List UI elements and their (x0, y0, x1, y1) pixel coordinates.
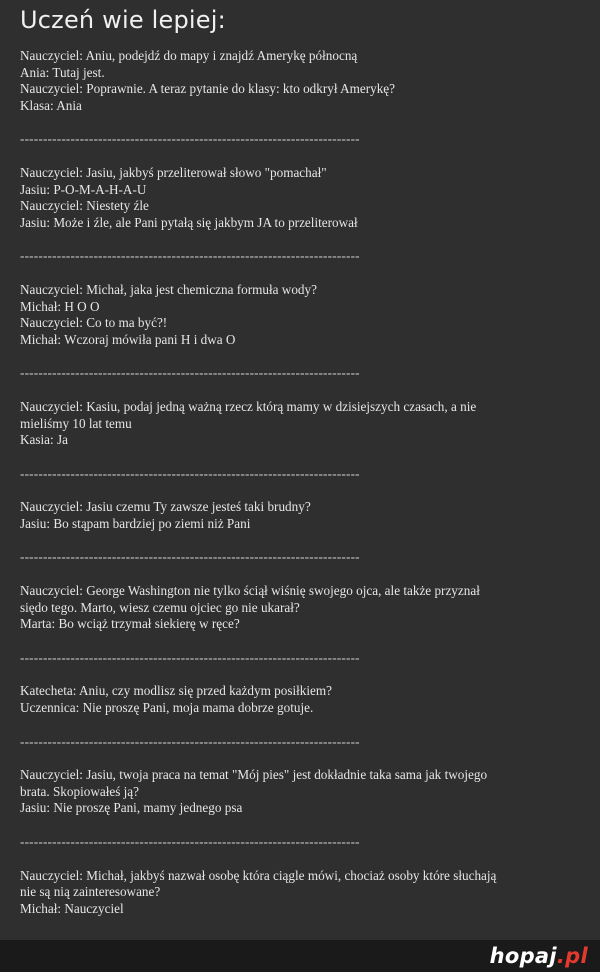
separator-line: -------------------------------------------------------------------------- (20, 465, 360, 481)
page-title: Uczeń wie lepiej: (20, 6, 226, 34)
dialog-line: Uczennica: Nie proszę Pani, moja mama dobrze gotuje. (20, 700, 314, 716)
dialog-line: siędo tego. Marto, wiesz czemu ojciec go nie ukarał? (20, 599, 300, 615)
dialog-line: Nauczyciel: Co to ma być?! (20, 315, 168, 331)
dialog-block (20, 583, 580, 633)
separator-line: -------------------------------------------------------------------------- (20, 365, 360, 381)
dialog-line: Jasiu: P-O-M-A-H-A-U (20, 181, 147, 197)
dialog-line: Michał: Nauczyciel (20, 900, 124, 916)
dialog-line: Jasiu: Bo stąpam bardziej po ziemi niż Pani (20, 515, 251, 531)
dialog-block (20, 48, 580, 114)
dialog-line: Jasiu: Nie proszę Pani, mamy jednego psa (20, 800, 243, 816)
logo-tld: .pl (556, 944, 588, 968)
dialog-line: Nauczyciel: Poprawnie. A teraz pytanie do klasy: kto odkrył Amerykę? (20, 81, 395, 97)
dialog-line: brata. Skopiowałeś ją? (20, 783, 140, 799)
dialog-line: Marta: Bo wciąż trzymał siekierę w ręce? (20, 616, 240, 632)
dialog-line: mieliśmy 10 lat temu (20, 415, 132, 431)
dialog-line: Katecheta: Aniu, czy modlisz się przed każdym posiłkiem? (20, 683, 333, 699)
dialog-line: Nauczyciel: Michał, jakbyś nazwał osobę która ciągle mówi, chociaż osoby które słuchają (20, 867, 497, 883)
dialog-line: Kasia: Ja (20, 432, 68, 448)
dialog-line: Michał: H O O (20, 298, 100, 314)
dialog-block (20, 767, 580, 817)
dialog-line: Nauczyciel: Niestety źle (20, 198, 149, 214)
dialog-block (20, 868, 580, 918)
dialog-line: Ania: Tutaj jest. (20, 64, 105, 80)
dialog-line: Nauczyciel: Michał, jaka jest chemiczna formuła wody? (20, 281, 317, 297)
separator-line: -------------------------------------------------------------------------- (20, 834, 360, 849)
site-logo[interactable] (490, 944, 588, 968)
logo-text: hopaj (489, 944, 557, 968)
dialog-line: Nauczyciel: Jasiu czemu Ty zawsze jesteś taki brudny? (20, 499, 311, 515)
dialog-line: Klasa: Ania (20, 97, 82, 113)
dialog-block (20, 399, 580, 449)
dialog-line: Michał: Wczoraj mówiła pani H i dwa O (20, 331, 236, 347)
dialog-block (20, 282, 580, 348)
footer-bar (0, 940, 600, 972)
separator-line: -------------------------------------------------------------------------- (20, 248, 360, 264)
separator-line: -------------------------------------------------------------------------- (20, 131, 360, 147)
dialog-line: Nauczyciel: Jasiu, twoja praca na temat "Mój pies" jest dokładnie taka sama jak twojego (20, 767, 488, 783)
dialog-line: Nauczyciel: Kasiu, podaj jedną ważną rzecz którą mamy w dzisiejszych czasach, a nie (20, 398, 477, 414)
dialog-line: Nauczyciel: Jasiu, jakbyś przeliterował słowo "pomachał" (20, 164, 327, 180)
dialog-list (20, 48, 580, 917)
separator-line: -------------------------------------------------------------------------- (20, 733, 360, 749)
dialog-line: nie są nią zainteresowane? (20, 884, 161, 900)
dialog-block (20, 499, 580, 532)
dialog-line: Jasiu: Może i źle, ale Pani pytałą się jakbym JA to przeliterował (20, 214, 358, 230)
dialog-block (20, 683, 580, 716)
dialog-block (20, 165, 580, 231)
dialog-line: Nauczyciel: George Washington nie tylko ściął wiśnię swojego ojca, ale także przyznał (20, 583, 480, 599)
separator-line: -------------------------------------------------------------------------- (20, 549, 360, 565)
dialog-line: Nauczyciel: Aniu, podejdź do mapy i znajdź Amerykę północną (20, 48, 358, 63)
separator-line: -------------------------------------------------------------------------- (20, 649, 360, 665)
